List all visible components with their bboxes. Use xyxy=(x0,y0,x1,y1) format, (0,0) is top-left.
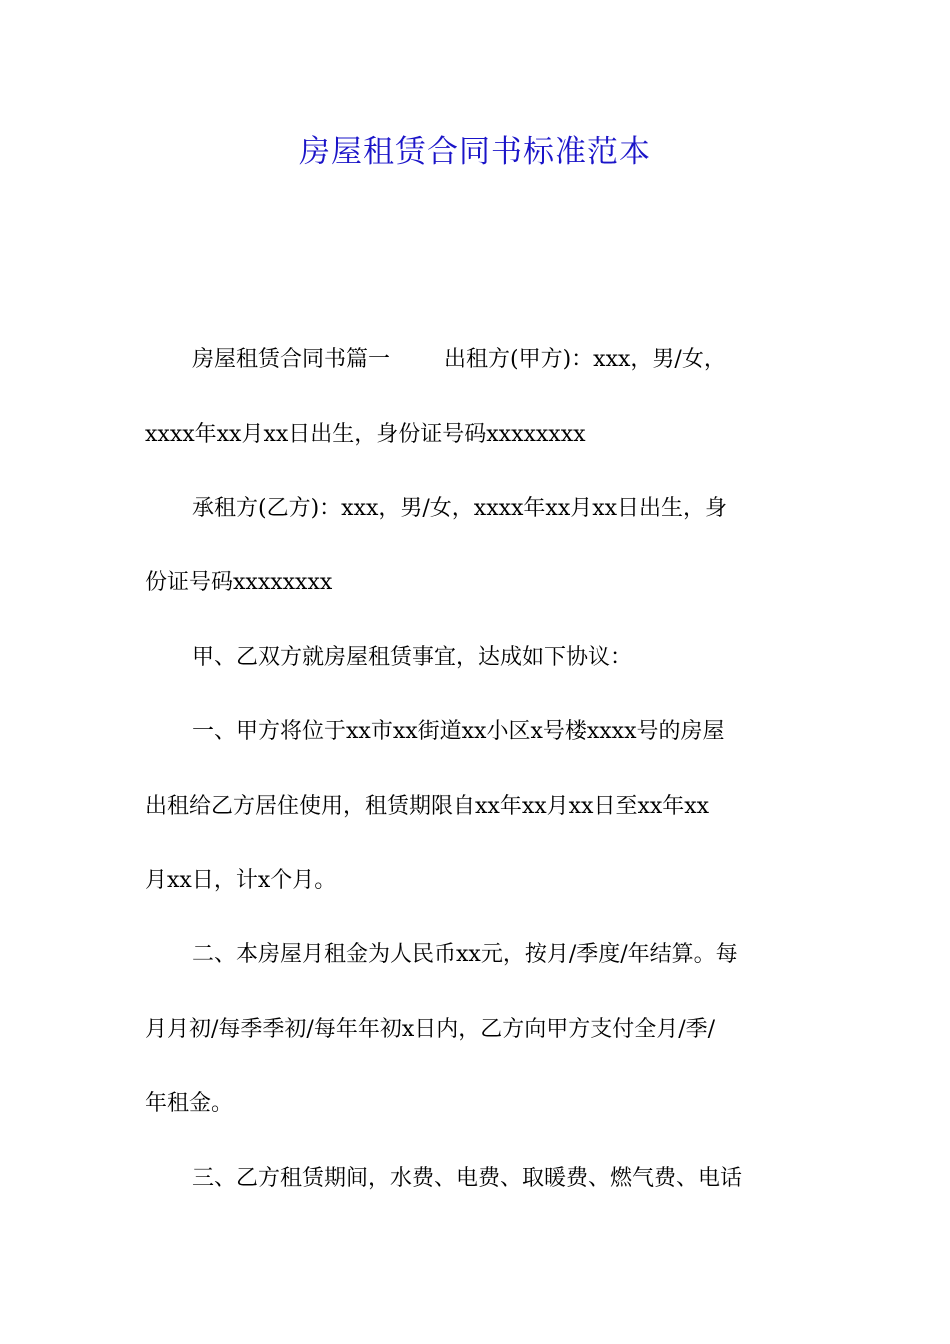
paragraph-line-5: 甲、乙双方就房屋租赁事宜，达成如下协议： xyxy=(192,645,633,670)
paragraph-line-9: 二、本房屋月租金为人民币xx元，按月/季度/年结算。每 xyxy=(192,942,738,967)
lessor-info: 出租方(甲方)：xxx，男/女， xyxy=(444,347,726,372)
paragraph-line-3: 承租方(乙方)：xxx，男/女，xxxx年xx月xx日出生，身 xyxy=(192,496,728,521)
paragraph-line-8: 月xx日，计x个月。 xyxy=(145,868,337,893)
paragraph-line-7: 出租给乙方居住使用，租赁期限自xx年xx月xx日至xx年xx xyxy=(145,794,710,819)
paragraph-line-10: 月月初/每季季初/每年年初x日内，乙方向甲方支付全月/季/ xyxy=(145,1017,716,1042)
paragraph-line-6: 一、甲方将位于xx市xx街道xx小区x号楼xxxx号的房屋 xyxy=(192,719,725,744)
document-title: 房屋租赁合同书标准范本 xyxy=(299,134,651,170)
paragraph-line-12: 三、乙方租赁期间，水费、电费、取暖费、燃气费、电话 xyxy=(192,1166,743,1191)
paragraph-line-1 xyxy=(192,345,726,375)
paragraph-line-11: 年租金。 xyxy=(145,1091,234,1116)
paragraph-line-2: xxxx年xx月xx日出生，身份证号码xxxxxxxx xyxy=(145,422,586,447)
paragraph-line-4: 份证号码xxxxxxxx xyxy=(145,570,333,595)
section-heading: 房屋租赁合同书篇一 xyxy=(192,347,391,372)
